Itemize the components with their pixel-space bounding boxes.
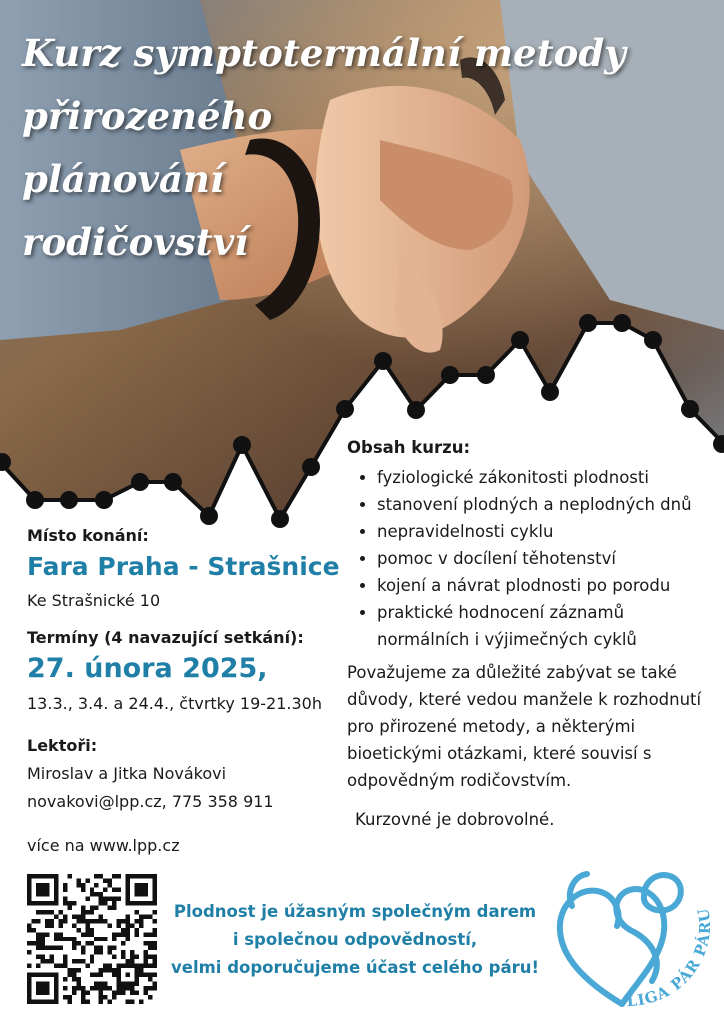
lecturers-contact: novakovi@lpp.cz, 775 358 911 xyxy=(27,792,274,811)
list-item: • praktické hodnocení záznamů normálních i výjimečných cyklů xyxy=(377,599,707,653)
title-line: plánování xyxy=(22,157,224,201)
course-title xyxy=(22,22,626,274)
logo-text: LIGA PÁR PÁRU xyxy=(626,906,715,1011)
course-fee: Kurzovné je dobrovolné. xyxy=(355,810,555,829)
course-heading: Obsah kurzu: xyxy=(347,438,471,457)
list-item: • nepravidelnosti cyklu xyxy=(377,518,707,545)
venue-address: Ke Strašnické 10 xyxy=(27,591,161,610)
liga-par-paru-logo-icon xyxy=(552,866,722,1016)
closing-line: i společnou odpovědností, xyxy=(232,930,478,949)
first-date: 27. února 2025, xyxy=(27,653,268,684)
lecturers-names: Miroslav a Jitka Novákovi xyxy=(27,764,227,783)
list-item: • kojení a návrat plodnosti po porodu xyxy=(377,572,707,599)
venue-name: Fara Praha - Strašnice xyxy=(27,552,340,581)
svg-text:LIGA PÁR PÁRU xyxy=(626,906,714,1010)
venue-label: Místo konání: xyxy=(27,526,149,545)
event-details xyxy=(27,526,347,858)
qr-code-icon[interactable] xyxy=(27,874,157,1004)
closing-line: Plodnost je úžasným společným darem xyxy=(173,902,537,921)
closing-message xyxy=(165,898,545,982)
lecturers-label: Lektoři: xyxy=(27,736,98,755)
course-topics xyxy=(347,464,707,653)
course-paragraph: Považujeme za důležité zabývat se také důvody, které vedou manžele k rozhodnutí pro přirozené metody, a některými bioetickými otázkami, které souvisí s odpovědným rodičovstvím. xyxy=(347,663,702,790)
title-line: přirozeného xyxy=(22,94,273,138)
dates-label: Termíny (4 navazující setkání): xyxy=(27,628,304,647)
list-item: • stanovení plodných a neplodných dnů xyxy=(377,491,707,518)
title-line: rodičovství xyxy=(22,220,249,264)
list-item: • pomoc v docílení těhotenství xyxy=(377,545,707,572)
course-content xyxy=(347,436,707,833)
more-info-link: více na www.lpp.cz xyxy=(27,836,180,855)
more-dates: 13.3., 3.4. a 24.4., čtvrtky 19-21.30h xyxy=(27,694,322,713)
list-item: • fyziologické zákonitosti plodnosti xyxy=(377,464,707,491)
closing-line: velmi doporučujeme účast celého páru! xyxy=(171,958,539,977)
title-line: Kurz symptotermální metody xyxy=(22,31,626,75)
